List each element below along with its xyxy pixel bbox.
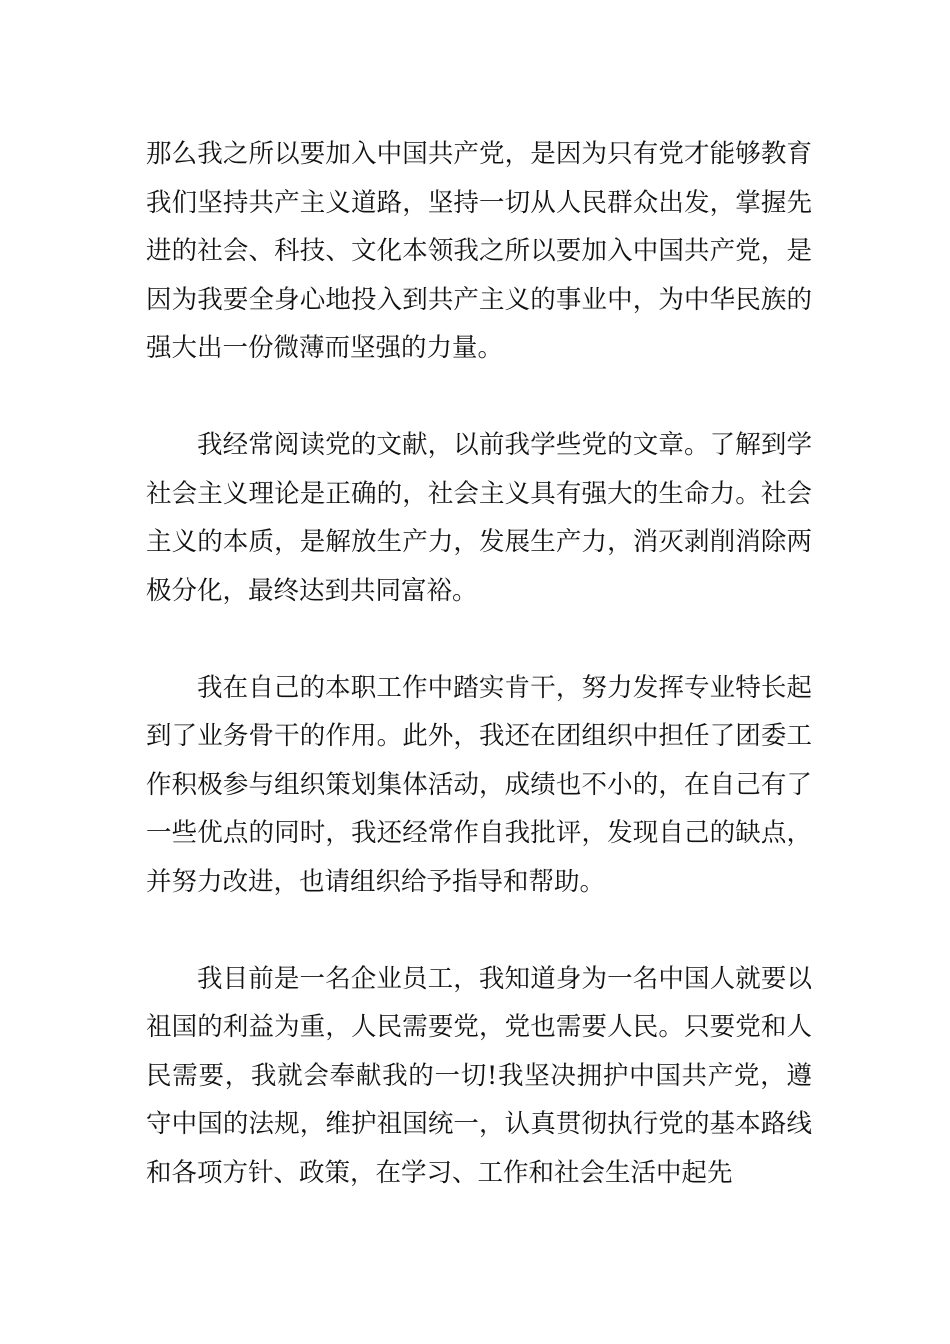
- paragraph-3: 我在自己的本职工作中踏实肯干，努力发挥专业特长起到了业务骨干的作用。此外，我还在团组织中担任了团委工作积极参与组织策划集体活动，成绩也不小的，在自己有了一些优点的同时，我还经常作自我批评，发现自己的缺点，并努力改进，也请组织给予指导和帮助。: [146, 672, 812, 897]
- document-body: [146, 130, 812, 1246]
- paragraph-2: 我经常阅读党的文献，以前我学些党的文章。了解到学社会主义理论是正确的，社会主义具有强大的生命力。社会主义的本质，是解放生产力，发展生产力，消灭剥削消除两极分化，最终达到共同富裕。: [146, 430, 812, 606]
- paragraph-4: 我目前是一名企业员工，我知道身为一名中国人就要以祖国的利益为重，人民需要党，党也需要人民。只要党和人民需要，我就会奉献我的一切!我坚决拥护中国共产党，遵守中国的法规，维护祖国统一，认真贯彻执行党的基本路线和各项方针、政策，在学习、工作和社会生活中起先: [146, 963, 812, 1188]
- paragraph-1: 那么我之所以要加入中国共产党，是因为只有党才能够教育我们坚持共产主义道路，坚持一切从人民群众出发，掌握先进的社会、科技、文化本领我之所以要加入中国共产党，是因为我要全身心地投入到共产主义的事业中，为中华民族的强大出一份微薄而坚强的力量。: [146, 139, 812, 363]
